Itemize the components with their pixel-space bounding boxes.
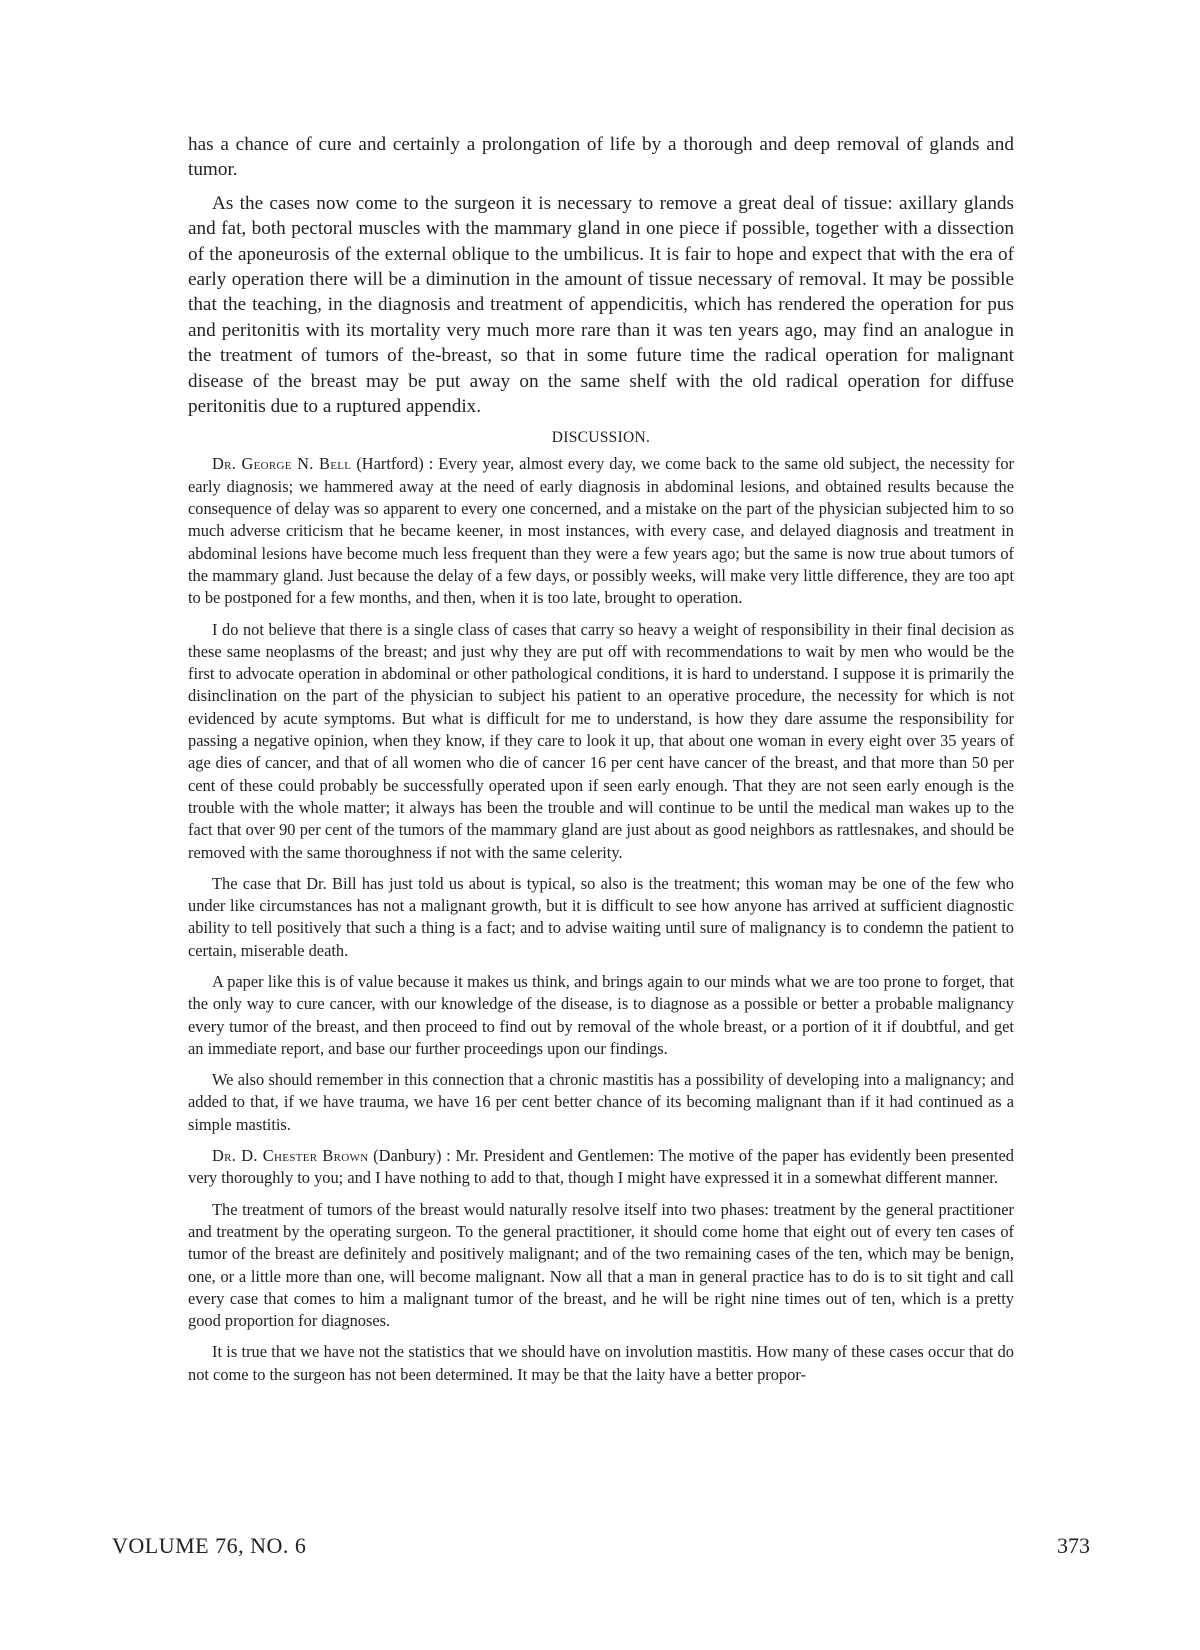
discussion-paragraph: We also should remember in this connection that a chronic mastitis has a possibility of developing into a malignancy; and added to that, if we have trauma, we have 16 per cent better chance of its becoming malignant than if it had continued as a simple mastitis.	[188, 1070, 1014, 1134]
discussion-paragraph: I do not believe that there is a single class of cases that carry so heavy a weight of responsibility in their final decision as these same neoplasms of the breast; and just why they are put off with recommendations to wait by men who would be the first to advocate operation in abdominal or other pathological conditions, it is hard to understand. I suppose it is primarily the disinclination on the part of the physician to subject his patient to an operative procedure, the necessity for which is not evidenced by acute symptoms. But what is difficult for me to understand, is how they dare assume the responsibility for passing a negative opinion, when they know, if they care to look it up, that about one woman in every eight over 35 years of age dies of cancer, and that of all women who die of cancer 16 per cent have cancer of the breast, and that more than 50 per cent of these could probably be successfully operated upon if seen early enough. That they are not seen early enough is the trouble with the whole matter; it always has been the trouble and will continue to be until the medical man wakes up to the fact that over 90 per cent of the tumors of the mammary gland are just about as good neighbors as rattlesnakes, and should be removed with the same thoroughness if not with the same celerity.	[188, 619, 1014, 862]
discussion-paragraph: The case that Dr. Bill has just told us about is typical, so also is the treatment; this woman may be one of the few who under like circumstances has not a malignant growth, but it is difficult to see how anyone has arrived at sufficient diagnostic ability to tell positively that such a thing is a fact; and to advise waiting until sure of malignancy is to condemn the patient to certain, miserable death.	[188, 873, 1014, 960]
speaker-text: Mr. President and Gentlemen: The motive of the paper has evidently been presented very thoroughly to you; and I have nothing to add to that, though I might have expressed it in a somewhat different manner.	[188, 1146, 1014, 1188]
discussion-paragraph: The treatment of tumors of the breast would naturally resolve itself into two phases: treatment by the general practitioner and treatment by the operating surgeon. To the general practitioner, it should come home that eight out of every ten cases of tumor of the breast are definitely and positively malignant; and of the two remaining cases of the ten, which may be benign, one, or a little more than one, will become malignant. Now all that a man in general practice has to do is to sit tight and call every case that comes to him a malignant tumor of the breast, and he will be right nine times out of ten, which is a pretty good proportion for diagnoses.	[188, 1199, 1014, 1331]
speaker-location: (Hartford) :	[351, 454, 439, 474]
speaker-name: Dr. George N. Bell	[212, 454, 352, 474]
article-body	[188, 132, 1014, 1395]
speaker-location: (Danbury) :	[368, 1146, 456, 1166]
speaker-text: Every year, almost every day, we come back to the same old subject, the necessity for early diagnosis; we hammered away at the need of early diagnosis in abdominal lesions, and obtained results because the consequence of delay was so apparent to every one concerned, and a mistake on the part of the physician subjected him to so much adverse criticism that he became keener, in most instances, with every case, and delayed diagnosis and treatment in abdominal lesions have become much less frequent than they were a few years ago; but the same is now true about tumors of the mammary gland. Just because the delay of a few days, or possibly weeks, will make very little difference, they are too apt to be postponed for a few months, and then, when it is too late, brought to operation.	[188, 454, 1015, 608]
volume-label: VOLUME 76, NO. 6	[112, 1533, 307, 1558]
discussion-paragraph: A paper like this is of value because it makes us think, and brings again to our minds what we are too prone to forget, that the only way to cure cancer, with our knowledge of the disease, is to diagnose as a possible or better a probable malignancy every tumor of the breast, and then proceed to find out by removal of the whole breast, or a portion of it if doubtful, and get an immediate report, and base our further proceedings upon our findings.	[188, 972, 1014, 1058]
discussion-heading: DISCUSSION.	[551, 429, 651, 447]
discussion-paragraph: It is true that we have not the statistics that we should have on involution mastitis. How many of these cases occur that do not come to the surgeon has not been determined. It may be that the laity have a better propor-	[188, 1342, 1014, 1384]
speaker-name: Dr. D. Chester Brown	[212, 1146, 369, 1166]
body-paragraph-2: As the cases now come to the surgeon it is necessary to remove a great deal of tissue: axillary glands and fat, both pectoral muscles with the mammary gland in one piece if possible, together with a dissection of the aponeurosis of the external oblique to the umbilicus. It is fair to hope and expect that with the era of early operation there will be a diminution in the amount of tissue necessary of removal. It may be possible that the teaching, in the diagnosis and treatment of appendicitis, which has rendered the operation for pus and peritonitis with its mortality very much more rare than it was ten years ago, may find an analogue in the treatment of tumors of the-breast, so that in some future time the radical operation for malignant disease of the breast may be put away on the same shelf with the old radical operation for diffuse peritonitis due to a ruptured appendix.	[188, 192, 1014, 418]
page-number: 373	[1057, 1533, 1090, 1558]
discussion-paragraph	[188, 453, 1014, 609]
body-paragraph-1: has a chance of cure and certainly a prolongation of life by a thorough and deep removal of glands and tumor.	[188, 134, 1014, 181]
discussion-paragraph	[188, 1145, 1014, 1190]
